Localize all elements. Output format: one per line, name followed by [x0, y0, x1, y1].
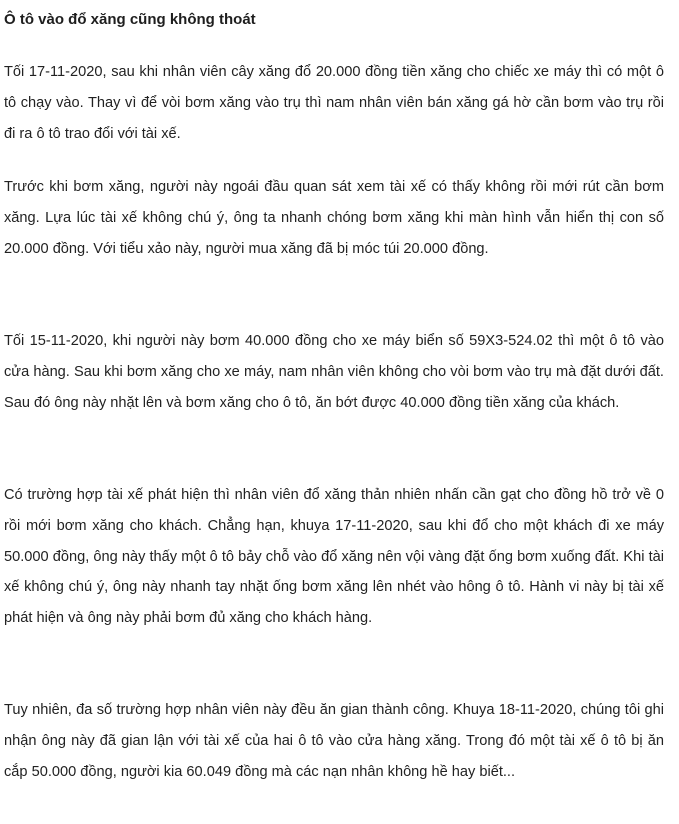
- article-paragraph-4: Có trường hợp tài xế phát hiện thì nhân viên đổ xăng thản nhiên nhấn cần gạt cho đồng hồ trở về 0 rồi mới bơm xăng cho khách. Chẳng hạn, khuya 17-11-2020, sau khi đổ cho một khách đi xe máy 50.000 đồng, ông này thấy một ô tô bảy chỗ vào đổ xăng nên vội vàng đặt ống bơm xuống đất. Khi tài xế không chú ý, ông này nhanh tay nhặt ống bơm xăng lên nhét vào hông ô tô. Hành vi này bị tài xế phát hiện và ông này phải bơm đủ xăng cho khách hàng.: [4, 487, 664, 627]
- article-heading: Ô tô vào đổ xăng cũng không thoát: [4, 11, 256, 28]
- article-paragraph-3: Tối 15-11-2020, khi người này bơm 40.000 đồng cho xe máy biển số 59X3-524.02 thì một ô tô vào cửa hàng. Sau khi bơm xăng cho xe máy, nam nhân viên không cho vòi bơm vào trụ mà đặt dưới đất. Sau đó ông này nhặt lên và bơm xăng cho ô tô, ăn bớt được 40.000 đồng tiền xăng của khách.: [4, 333, 664, 411]
- article-paragraph-1: Tối 17-11-2020, sau khi nhân viên cây xăng đổ 20.000 đồng tiền xăng cho chiếc xe máy thì có một ô tô chạy vào. Thay vì để vòi bơm xăng vào trụ thì nam nhân viên bán xăng gá hờ cần bơm vào trụ rồi đi ra ô tô trao đổi với tài xế.: [4, 64, 664, 142]
- article-paragraph-2: Trước khi bơm xăng, người này ngoái đầu quan sát xem tài xế có thấy không rồi mới rút cần bơm xăng. Lựa lúc tài xế không chú ý, ông ta nhanh chóng bơm xăng khi màn hình vẫn hiển thị con số 20.000 đồng. Với tiểu xảo này, người mua xăng đã bị móc túi 20.000 đồng.: [4, 179, 664, 257]
- article-paragraph-5: Tuy nhiên, đa số trường hợp nhân viên này đều ăn gian thành công. Khuya 18-11-2020, chúng tôi ghi nhận ông này đã gian lận với tài xế của hai ô tô vào cửa hàng xăng. Trong đó một tài xế ô tô bị ăn cắp 50.000 đồng, người kia 60.049 đồng mà các nạn nhân không hề hay biết...: [4, 702, 664, 780]
